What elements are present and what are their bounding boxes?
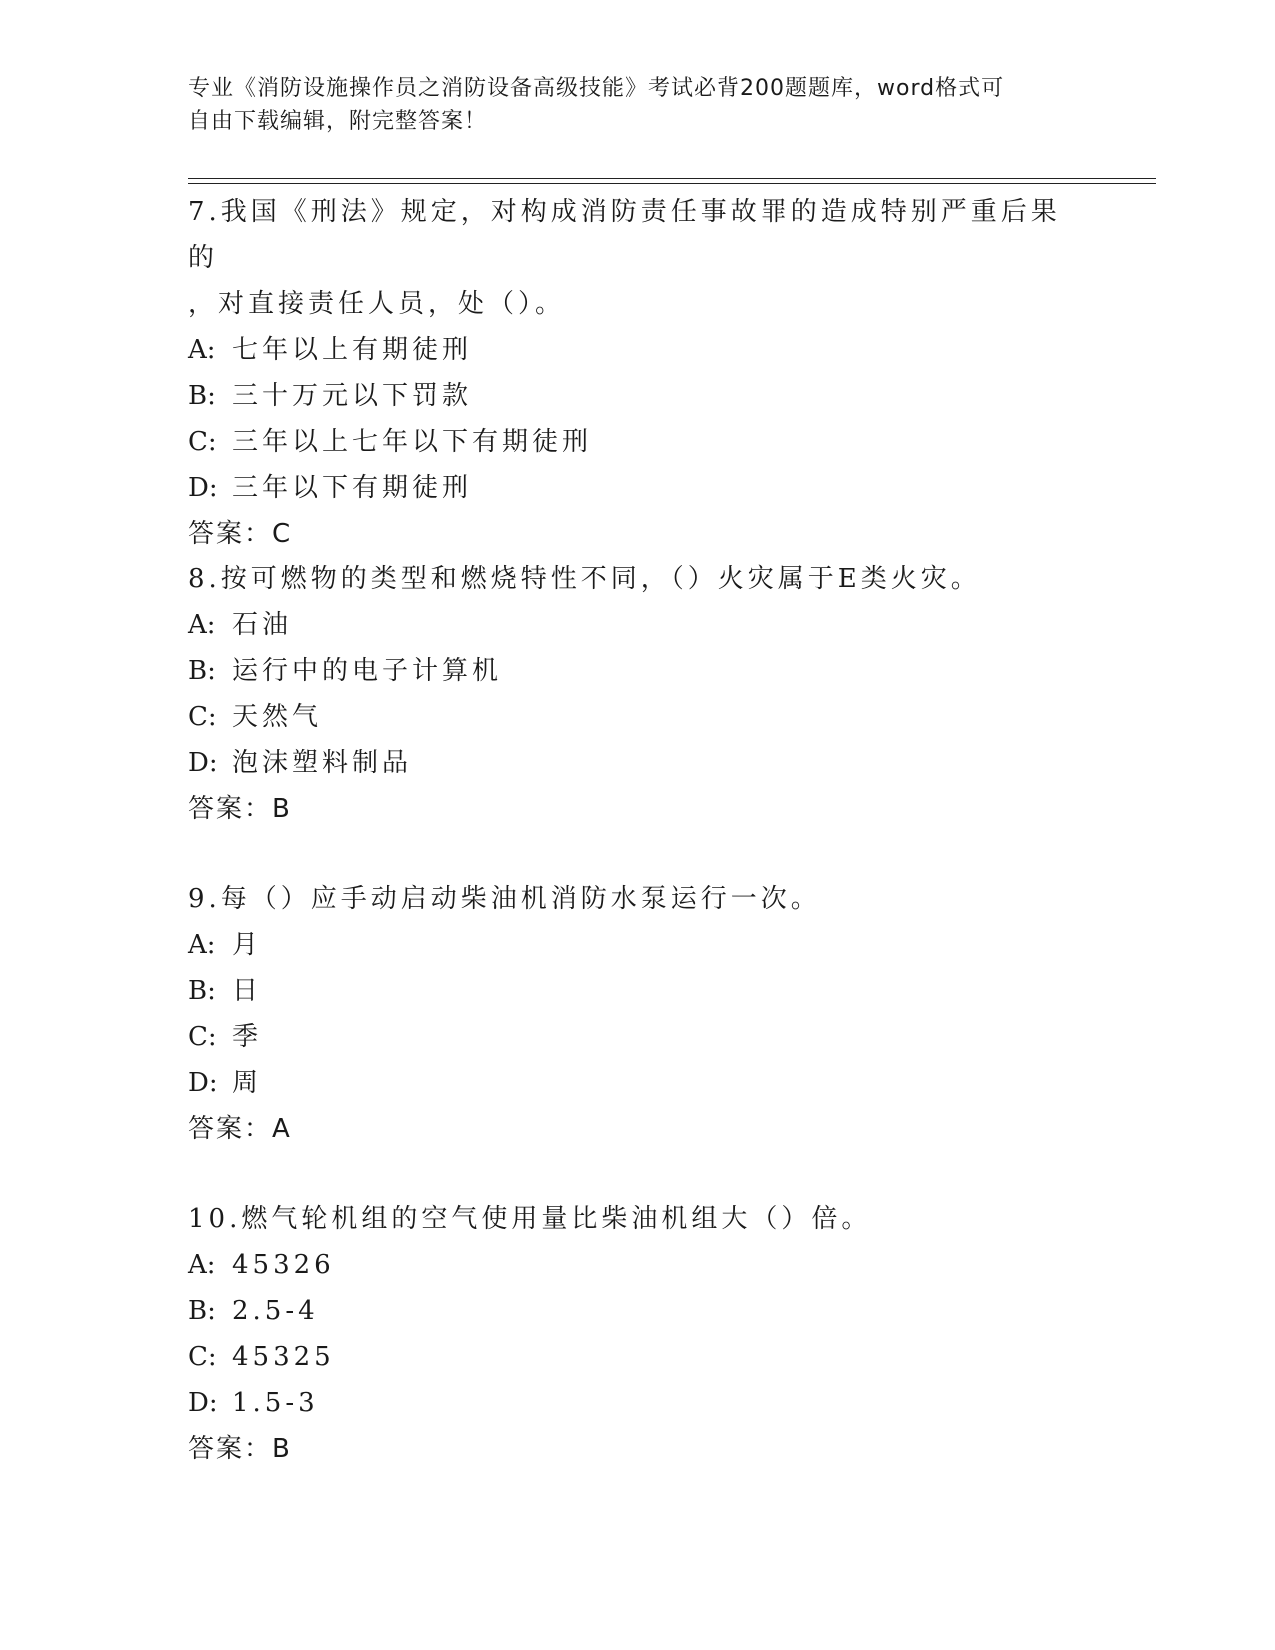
answer-line bbox=[188, 511, 1088, 557]
option-text: 运行中的电子计算机 bbox=[232, 656, 503, 686]
answer-line bbox=[188, 1106, 1088, 1152]
document-header bbox=[188, 72, 1088, 138]
answer-value: B bbox=[272, 1434, 291, 1464]
option-text: 石油 bbox=[232, 610, 293, 640]
option-c bbox=[188, 1014, 1088, 1060]
option-b bbox=[188, 1288, 1088, 1334]
header-rule-top bbox=[188, 178, 1156, 179]
option-text: 月 bbox=[232, 930, 263, 960]
answer-line bbox=[188, 786, 1088, 832]
option-letter: B: bbox=[188, 1296, 216, 1326]
option-letter: D: bbox=[188, 748, 218, 778]
option-letter: C: bbox=[188, 702, 217, 732]
answer-label: 答案： bbox=[188, 794, 273, 824]
answer-label: 答案： bbox=[188, 1114, 273, 1144]
option-text: 45325 bbox=[232, 1342, 335, 1372]
option-text: 三年以下有期徒刑 bbox=[232, 473, 473, 503]
option-d bbox=[188, 465, 1088, 511]
option-letter: D: bbox=[188, 1388, 218, 1418]
option-text: 2.5-4 bbox=[232, 1296, 319, 1326]
question-9 bbox=[188, 876, 1088, 1152]
question-7 bbox=[188, 189, 1088, 557]
option-text: 三十万元以下罚款 bbox=[232, 381, 473, 411]
header-line-1: 专业《消防设施操作员之消防设备高级技能》考试必背200题题库，word格式可 bbox=[188, 76, 1005, 101]
option-text: 季 bbox=[232, 1022, 263, 1052]
option-text: 天然气 bbox=[232, 702, 323, 732]
answer-value: B bbox=[272, 794, 291, 824]
answer-line bbox=[188, 1426, 1088, 1472]
option-text: 1.5-3 bbox=[232, 1388, 319, 1418]
option-a bbox=[188, 922, 1088, 968]
option-b bbox=[188, 648, 1088, 694]
option-d bbox=[188, 1380, 1088, 1426]
option-a bbox=[188, 327, 1088, 373]
option-text: 45326 bbox=[232, 1250, 335, 1280]
option-c bbox=[188, 419, 1088, 465]
header-line-2: 自由下载编辑，附完整答案！ bbox=[188, 109, 488, 134]
option-a bbox=[188, 602, 1088, 648]
option-letter: A: bbox=[188, 930, 216, 960]
option-text: 三年以上七年以下有期徒刑 bbox=[232, 427, 593, 457]
option-text: 周 bbox=[232, 1068, 263, 1098]
answer-label: 答案： bbox=[188, 1434, 273, 1464]
option-letter: A: bbox=[188, 610, 216, 640]
option-text: 日 bbox=[232, 976, 263, 1006]
option-letter: A: bbox=[188, 1250, 216, 1280]
option-letter: C: bbox=[188, 427, 217, 457]
answer-value: A bbox=[272, 1114, 291, 1144]
option-letter: A: bbox=[188, 335, 216, 365]
question-stem: 8.按可燃物的类型和燃烧特性不同，（）火灾属于E类火灾。 bbox=[188, 564, 981, 594]
question-stem: 7.我国《刑法》规定，对构成消防责任事故罪的造成特别严重后果的 bbox=[188, 197, 1061, 273]
option-d bbox=[188, 1060, 1088, 1106]
header-rule-bottom bbox=[188, 183, 1156, 184]
option-c bbox=[188, 1334, 1088, 1380]
option-b bbox=[188, 373, 1088, 419]
option-letter: B: bbox=[188, 381, 216, 411]
question-8 bbox=[188, 556, 1088, 832]
option-c bbox=[188, 694, 1088, 740]
question-10 bbox=[188, 1196, 1088, 1472]
option-d bbox=[188, 740, 1088, 786]
option-text: 七年以上有期徒刑 bbox=[232, 335, 473, 365]
question-stem-continued: ，对直接责任人员，处（）。 bbox=[188, 289, 566, 319]
option-letter: B: bbox=[188, 656, 216, 686]
question-stem: 10.燃气轮机组的空气使用量比柴油机组大（）倍。 bbox=[188, 1204, 872, 1234]
option-letter: C: bbox=[188, 1022, 217, 1052]
option-letter: C: bbox=[188, 1342, 217, 1372]
question-stem: 9.每（）应手动启动柴油机消防水泵运行一次。 bbox=[188, 884, 821, 914]
option-text: 泡沫塑料制品 bbox=[232, 748, 413, 778]
option-letter: D: bbox=[188, 473, 218, 503]
option-a bbox=[188, 1242, 1088, 1288]
answer-value: C bbox=[272, 519, 292, 549]
option-letter: D: bbox=[188, 1068, 218, 1098]
option-b bbox=[188, 968, 1088, 1014]
answer-label: 答案： bbox=[188, 519, 273, 549]
option-letter: B: bbox=[188, 976, 216, 1006]
